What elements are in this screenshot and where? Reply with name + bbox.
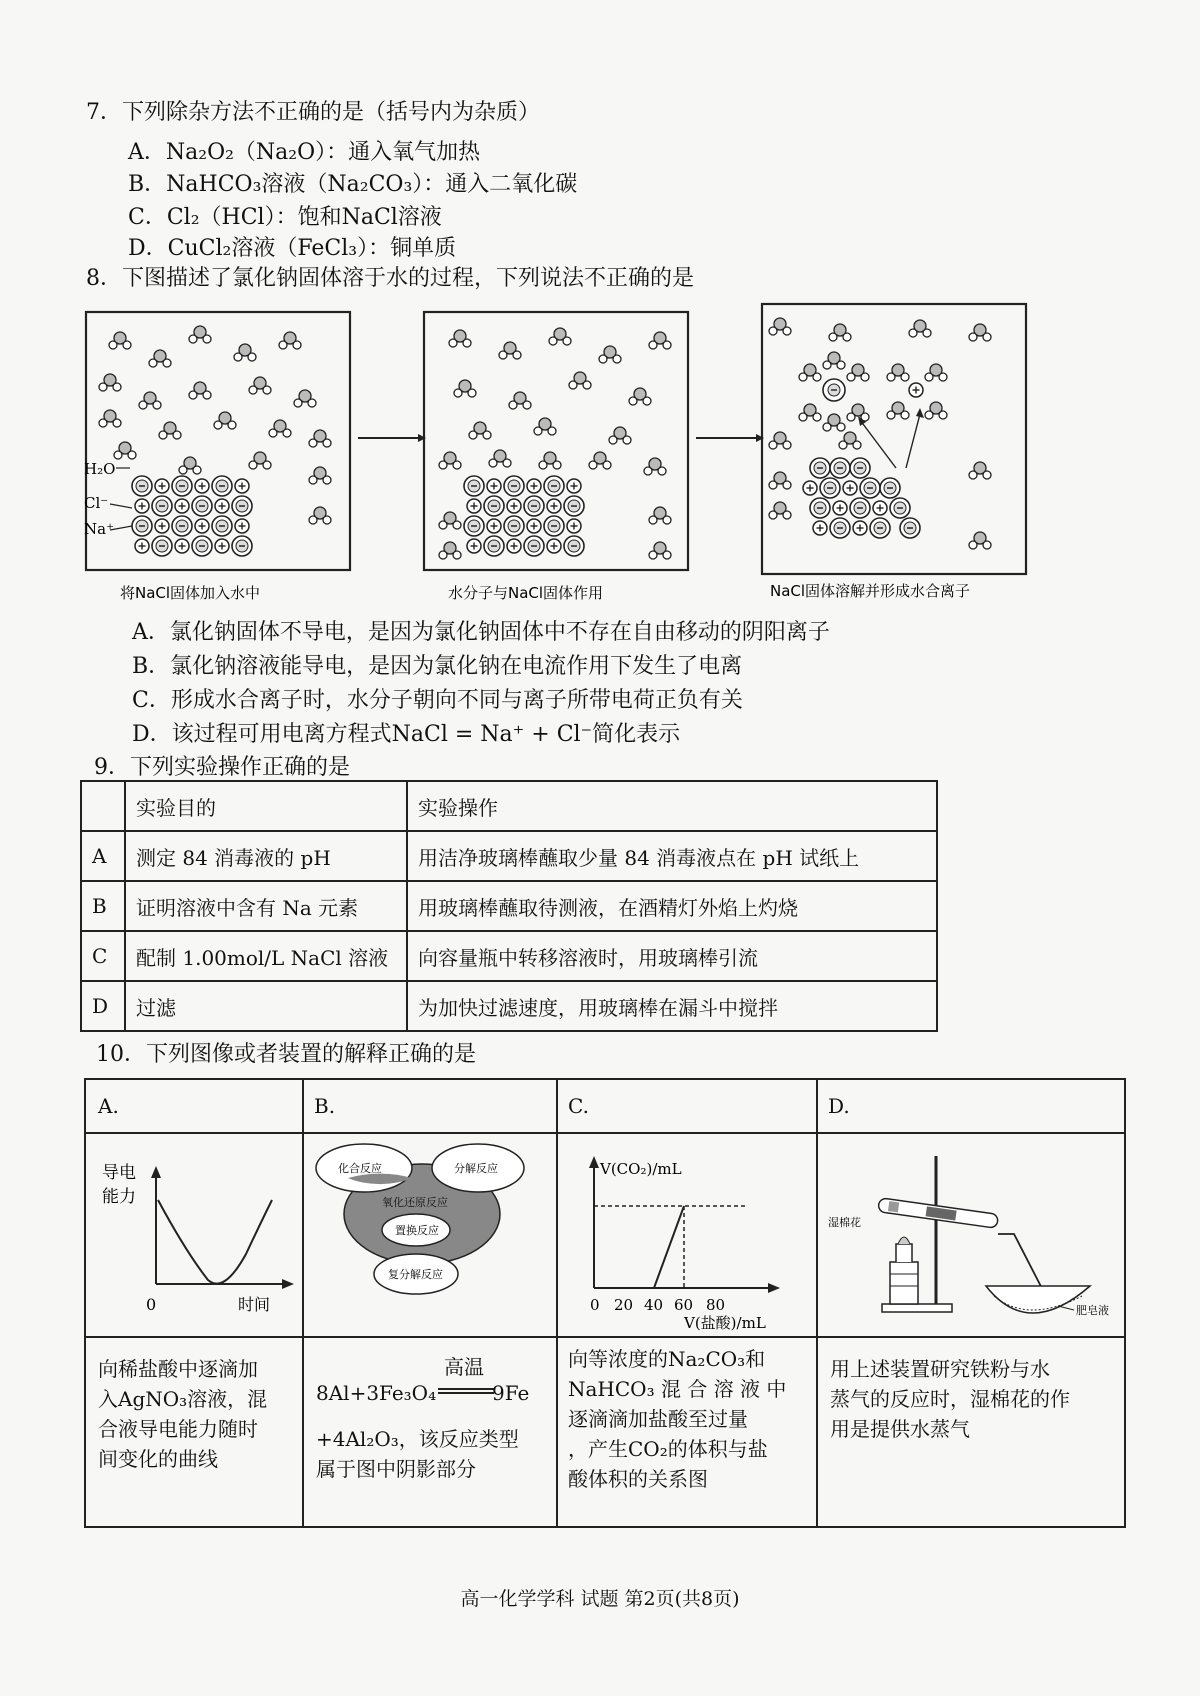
- q8-option-b: B．氯化钠溶液能导电，是因为氯化钠在电流作用下发生了电离: [132, 654, 743, 679]
- table-cell: A: [81, 831, 125, 881]
- q10-header-b: B.: [314, 1094, 336, 1118]
- equation-condition: 高温: [444, 1355, 484, 1379]
- table-cell: 证明溶液中含有 Na 元素: [125, 881, 407, 931]
- na-label: Na⁺: [84, 520, 114, 538]
- table-row: [81, 831, 937, 881]
- desc-line: ，产生CO₂的体积与盐: [568, 1437, 768, 1461]
- figC-xlabel: V(盐酸)/mL: [684, 1314, 766, 1332]
- desc-line: 属于图中阴影部分: [316, 1457, 476, 1481]
- table-header-cell: 实验操作: [407, 781, 937, 831]
- figA-origin: 0: [146, 1295, 157, 1314]
- table-header-row: [81, 781, 937, 831]
- table-row: [81, 881, 937, 931]
- q10-header-a: A.: [98, 1094, 119, 1118]
- table-cell: 用玻璃棒蘸取待测液，在酒精灯外焰上灼烧: [407, 881, 937, 931]
- figC-ylabel: V(CO₂)/mL: [600, 1160, 682, 1178]
- nacl-dissolution-figure: [80, 308, 971, 618]
- figC-tick: 40: [644, 1296, 664, 1314]
- figB-a: 化合反应: [338, 1162, 382, 1175]
- table-cell: 测定 84 消毒液的 pH: [125, 831, 407, 881]
- figC-tick: 20: [614, 1296, 634, 1314]
- q7-option-c: C．Cl₂（HCl）：饱和NaCl溶液: [128, 205, 442, 230]
- desc-line: NaHCO₃ 混 合 溶 液 中: [568, 1377, 787, 1401]
- figA-xlabel: 时间: [238, 1295, 271, 1314]
- equation-right: 9Fe: [492, 1381, 530, 1405]
- reaction-type-venn-figure: [304, 1134, 554, 1334]
- desc-line: 间变化的曲线: [98, 1447, 218, 1471]
- q10-desc-c: [568, 1344, 786, 1494]
- figC-tick: 60: [674, 1296, 694, 1314]
- figC-tick: 80: [706, 1296, 726, 1314]
- q7-option-d: D．CuCl₂溶液（FeCl₃）：铜单质: [128, 236, 457, 261]
- q7-option-b: B．NaHCO₃溶液（Na₂CO₃）：通入二氧化碳: [128, 172, 578, 197]
- figC-tick: 0: [590, 1296, 600, 1314]
- q9-stem: 9．下列实验操作正确的是: [94, 755, 350, 780]
- q8-option-c: C．形成水合离子时，水分子朝向不同与离子所带电荷正负有关: [132, 688, 743, 713]
- q10-desc-a: [98, 1354, 267, 1474]
- q10-header-d: D.: [828, 1094, 850, 1118]
- desc-line: 用上述装置研究铁粉与水: [830, 1357, 1050, 1381]
- q9-table: [80, 780, 938, 1032]
- table-cell: D: [81, 981, 125, 1031]
- q8-stem: 8．下图描述了氯化钠固体溶于水的过程，下列说法不正确的是: [86, 266, 694, 291]
- figD-left-label: 湿棉花: [828, 1216, 861, 1229]
- h2o-label: H₂O: [84, 460, 116, 478]
- figB-e: 复分解反应: [388, 1268, 443, 1281]
- q10-header-c: C.: [568, 1094, 589, 1118]
- desc-line: 用是提供水蒸气: [830, 1417, 970, 1441]
- table-header-cell: 实验目的: [125, 781, 407, 831]
- equation-left: 8Al+3Fe₃O₄: [316, 1381, 437, 1405]
- table-header-cell: [81, 781, 125, 831]
- q10-desc-d: [830, 1354, 1070, 1444]
- caption-3: NaCl固体溶解并形成水合离子: [770, 582, 971, 600]
- figA-ylabel2: 能力: [102, 1187, 136, 1207]
- figB-b: 分解反应: [454, 1162, 498, 1175]
- cl-label: Cl⁻: [84, 494, 109, 512]
- table-cell: 用洁净玻璃棒蘸取少量 84 消毒液点在 pH 试纸上: [407, 831, 937, 881]
- desc-line: 向稀盐酸中逐滴加: [98, 1357, 258, 1381]
- table-cell: 为加快过滤速度，用玻璃棒在漏斗中搅拌: [407, 981, 937, 1031]
- desc-line: 向等浓度的Na₂CO₃和: [568, 1347, 766, 1371]
- q10-desc-b: [316, 1352, 552, 1484]
- q10-table: [84, 1078, 1126, 1528]
- conductivity-curve-figure: [86, 1134, 300, 1334]
- q8-option-d: D．该过程可用电离方程式NaCl = Na⁺ + Cl⁻简化表示: [132, 722, 681, 747]
- figB-c: 氧化还原反应: [382, 1196, 448, 1209]
- desc-line: 入AgNO₃溶液，混: [98, 1387, 268, 1411]
- table-cell: 配制 1.00mol/L NaCl 溶液: [125, 931, 407, 981]
- iron-steam-apparatus-figure: [818, 1134, 1122, 1334]
- co2-volume-graph: [558, 1134, 814, 1334]
- table-row: [81, 931, 937, 981]
- q10-stem: 10．下列图像或者装置的解释正确的是: [96, 1042, 476, 1067]
- table-cell: 过滤: [125, 981, 407, 1031]
- desc-line: 酸体积的关系图: [568, 1467, 708, 1491]
- page-footer: 高一化学学科 试题 第2页(共8页): [460, 1588, 740, 1610]
- q8-option-a: A．氯化钠固体不导电，是因为氯化钠固体中不存在自由移动的阴阳离子: [132, 620, 830, 645]
- q7-stem: 7．下列除杂方法不正确的是（括号内为杂质）: [86, 100, 540, 125]
- q7-option-a: A．Na₂O₂（Na₂O）：通入氧气加热: [128, 140, 481, 165]
- table-cell: 向容量瓶中转移溶液时，用玻璃棒引流: [407, 931, 937, 981]
- desc-line: 合液导电能力随时: [98, 1417, 258, 1441]
- desc-line: 逐滴滴加盐酸至过量: [568, 1407, 748, 1431]
- table-cell: C: [81, 931, 125, 981]
- table-row: [81, 981, 937, 1031]
- caption-1: 将NaCl固体加入水中: [120, 584, 261, 602]
- figA-ylabel1: 导电: [102, 1163, 136, 1183]
- figD-right-label: 肥皂液: [1076, 1304, 1109, 1317]
- desc-line: +4Al₂O₃，该反应类型: [316, 1427, 519, 1451]
- table-cell: B: [81, 881, 125, 931]
- figB-d: 置换反应: [395, 1224, 439, 1237]
- desc-line: 蒸气的反应时，湿棉花的作: [830, 1387, 1070, 1411]
- caption-2: 水分子与NaCl固体作用: [448, 584, 604, 602]
